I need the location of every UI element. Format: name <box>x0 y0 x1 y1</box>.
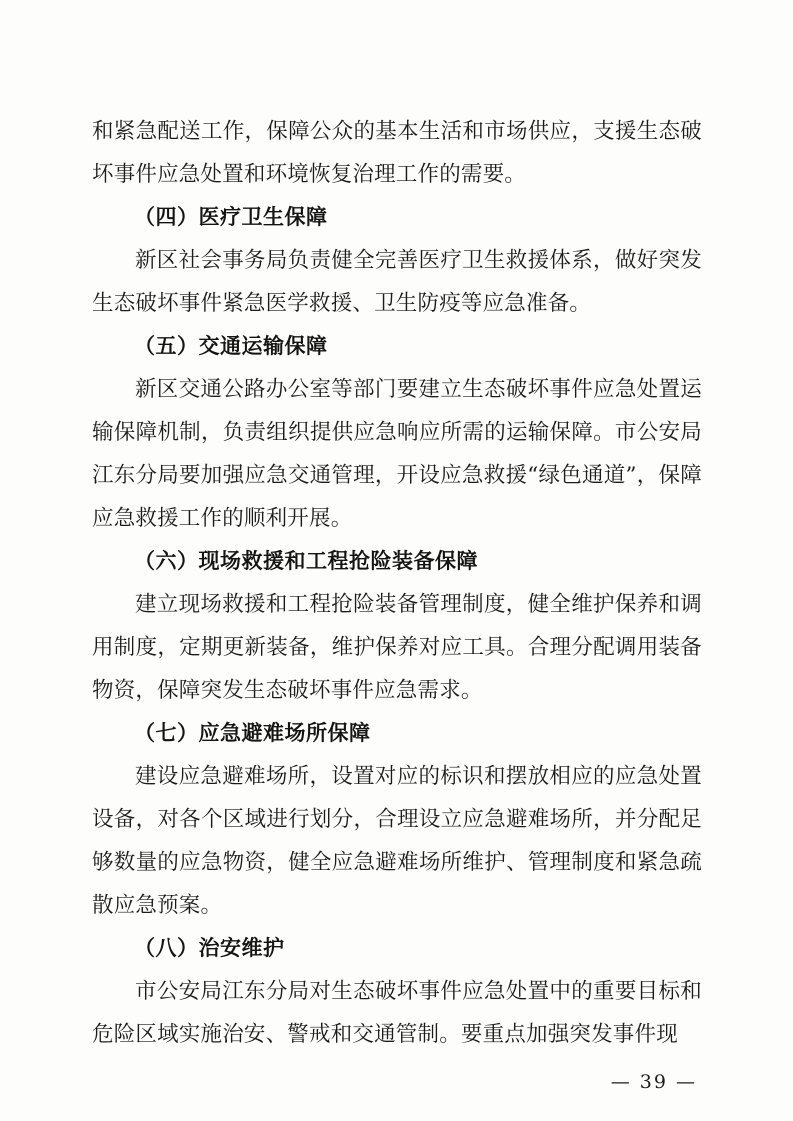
page-body <box>92 110 702 1056</box>
body-paragraph: 新区交通公路办公室等部门要建立生态破坏事件应急处置运输保障机制，负责组织提供应急响应所需的运输保障。市公安局江东分局要加强应急交通管理，开设应急救援“绿色通道”，保障应急救援工作的顺利开展。 <box>92 377 702 531</box>
body-paragraph: 新区社会事务局负责健全完善医疗卫生救援体系，做好突发生态破坏事件紧急医学救援、卫生防疫等应急准备。 <box>92 248 702 316</box>
body-paragraph: 市公安局江东分局对生态破坏事件应急处置中的重要目标和危险区域实施治安、警戒和交通管制。要重点加强突发事件现 <box>92 979 702 1047</box>
section-heading-transport: （五）交通运输保障 <box>134 334 328 358</box>
section-heading-public-security: （八）治安维护 <box>134 936 285 960</box>
section-heading-medical: （四）医疗卫生保障 <box>134 205 328 229</box>
page-number: — 39 — <box>610 1071 697 1093</box>
body-paragraph: 建立现场救援和工程抢险装备管理制度，健全维护保养和调用制度，定期更新装备，维护保养对应工具。合理分配调用装备物资，保障突发生态破坏事件应急需求。 <box>92 592 702 703</box>
section-heading-shelter: （七）应急避难场所保障 <box>134 721 371 745</box>
body-paragraph: 和紧急配送工作，保障公众的基本生活和市场供应，支援生态破坏事件应急处置和环境恢复治理工作的需要。 <box>92 119 702 187</box>
body-paragraph: 建设应急避难场所，设置对应的标识和摆放相应的应急处置设备，对各个区域进行划分，合理设立应急避难场所，并分配足够数量的应急物资，健全应急避难场所维护、管理制度和紧急疏散应急预案。 <box>92 764 702 918</box>
section-heading-rescue-equipment: （六）现场救援和工程抢险装备保障 <box>134 549 478 573</box>
